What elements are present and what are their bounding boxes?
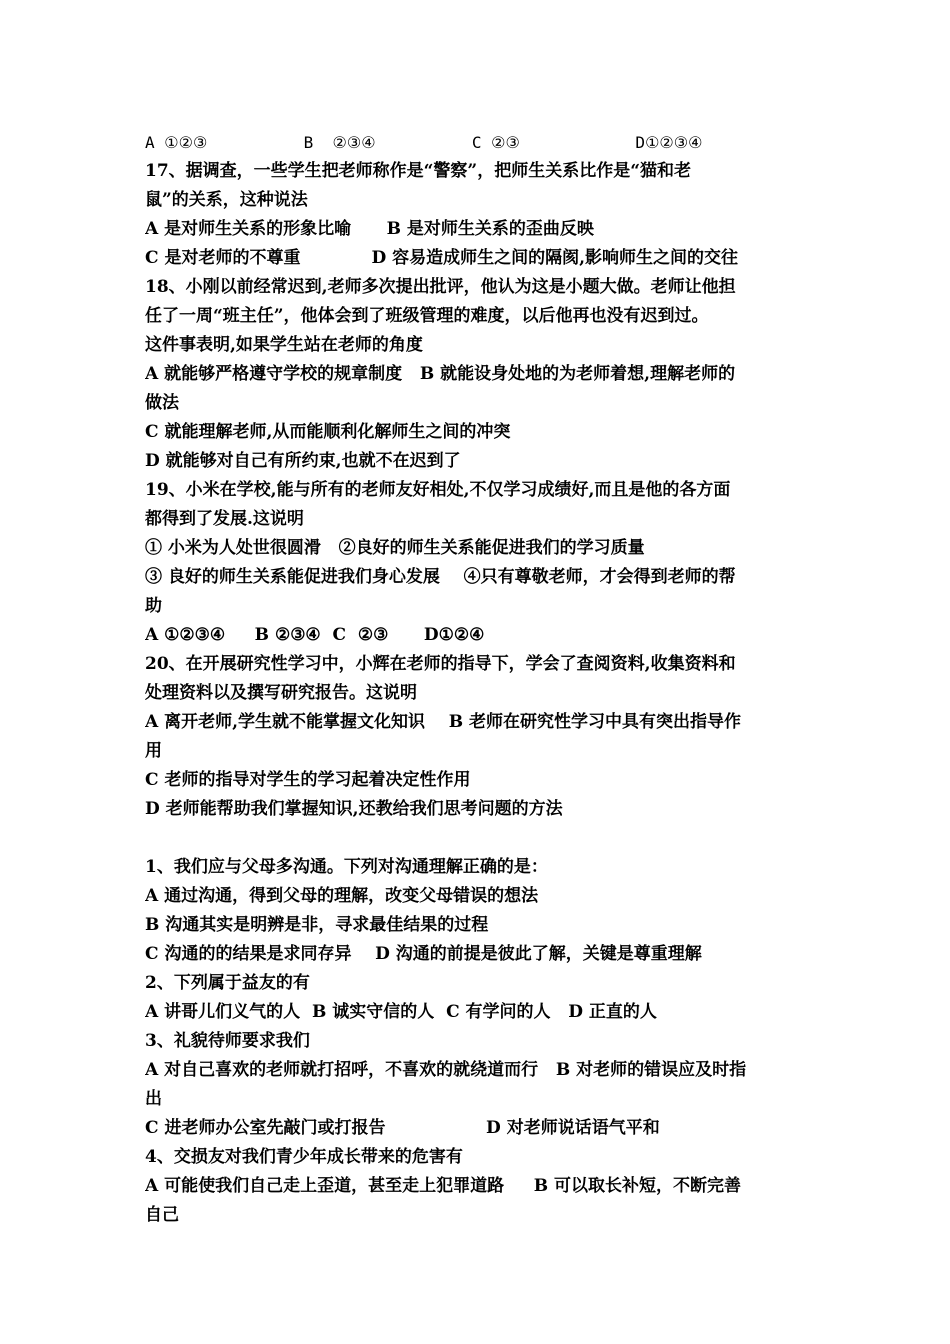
multi-question-4-options-ab-cont: 自己 <box>145 1205 179 1225</box>
question-18-line-3: 这件事表明,如果学生站在老师的角度 <box>145 335 423 355</box>
multi-question-1-option-a: A 通过沟通，得到父母的理解，改变父母错误的想法 <box>145 886 539 906</box>
question-19-options: A ①②③④ B ②③④ C ②③ D①②④ <box>145 625 485 645</box>
question-19-statements-cont: 助 <box>145 596 162 616</box>
question-17-line-1: 17、据调查，一些学生把老师称作是“警察”，把师生关系比作是“猫和老 <box>145 161 691 181</box>
question-17-options-ab: A 是对师生关系的形象比喻 B 是对师生关系的歪曲反映 <box>145 219 594 239</box>
multi-question-1-options-cd: C 沟通的的结果是求同存异 D 沟通的前提是彼此了解，关键是尊重理解 <box>145 944 702 964</box>
section-2-heading <box>145 824 815 853</box>
document-page <box>145 128 815 1230</box>
question-18-line-2: 任了一周“班主任”，他体会到了班级管理的难度，以后他再也没有迟到过。 <box>145 306 709 326</box>
question-20-options-ab: A 离开老师,学生就不能掌握文化知识 B 老师在研究性学习中具有突出指导作 <box>145 712 741 732</box>
multi-question-3-options-ab: A 对自己喜欢的老师就打招呼，不喜欢的就绕道而行 B 对老师的错误应及时指 <box>145 1060 747 1080</box>
multi-question-3: 3、礼貌待师要求我们 <box>145 1031 310 1051</box>
question-18-option-d: D 就能够对自己有所约束,也就不在迟到了 <box>145 451 461 471</box>
question-20-options-ab-cont: 用 <box>145 741 162 761</box>
question-19-line-1: 19、小米在学校,能与所有的老师友好相处,不仅学习成绩好,而且是他的各方面 <box>145 480 731 500</box>
question-19-line-2: 都得到了发展.这说明 <box>145 509 304 529</box>
multi-question-4: 4、交损友对我们青少年成长带来的危害有 <box>145 1147 463 1167</box>
multi-question-2-options: A 讲哥儿们义气的人 B 诚实守信的人 C 有学问的人 D 正直的人 <box>145 1002 657 1022</box>
question-17-options-cd: C 是对老师的不尊重 D 容易造成师生之间的隔阂,影响师生之间的交往 <box>145 248 739 268</box>
question-18-options-ab-cont: 做法 <box>145 393 179 413</box>
question-19-statements-12: ① 小米为人处世很圆滑 ②良好的师生关系能促进我们的学习质量 <box>145 538 645 558</box>
question-17-line-2: 鼠”的关系，这种说法 <box>145 190 308 210</box>
question-19-statements-34: ③ 良好的师生关系能促进我们身心发展 ④只有尊敬老师，才会得到老师的帮 <box>145 567 736 587</box>
question-18-options-ab: A 就能够严格遵守学校的规章制度 B 就能设身处地的为老师着想,理解老师的 <box>145 364 736 384</box>
question-20-option-c: C 老师的指导对学生的学习起着决定性作用 <box>145 770 471 790</box>
question-18-line-1: 18、小刚以前经常迟到,老师多次提出批评，他认为这是小题大做。老师让他担 <box>145 277 736 297</box>
multi-question-1: 1、我们应与父母多沟通。下列对沟通理解正确的是： <box>145 857 548 877</box>
multi-question-3-options-cd: C 进老师办公室先敲门或打报告 D 对老师说话语气平和 <box>145 1118 660 1138</box>
question-20-option-d: D 老师能帮助我们掌握知识,还教给我们思考问题的方法 <box>145 799 563 819</box>
options-line-16: A ①②③ B ②③④ C ②③ D①②③④ <box>145 133 703 152</box>
question-20-line-2: 处理资料以及撰写研究报告。这说明 <box>145 683 417 703</box>
multi-question-1-option-b: B 沟通其实是明辨是非，寻求最佳结果的过程 <box>145 915 489 935</box>
question-20-line-1: 20、在开展研究性学习中，小辉在老师的指导下，学会了查阅资料,收集资料和 <box>145 654 736 674</box>
multi-question-3-options-ab-cont: 出 <box>145 1089 162 1109</box>
multi-question-4-options-ab: A 可能使我们自己走上歪道，甚至走上犯罪道路 B 可以取长补短，不断完善 <box>145 1176 741 1196</box>
question-18-option-c: C 就能理解老师,从而能顺利化解师生之间的冲突 <box>145 422 511 442</box>
multi-question-2: 2、下列属于益友的有 <box>145 973 310 993</box>
